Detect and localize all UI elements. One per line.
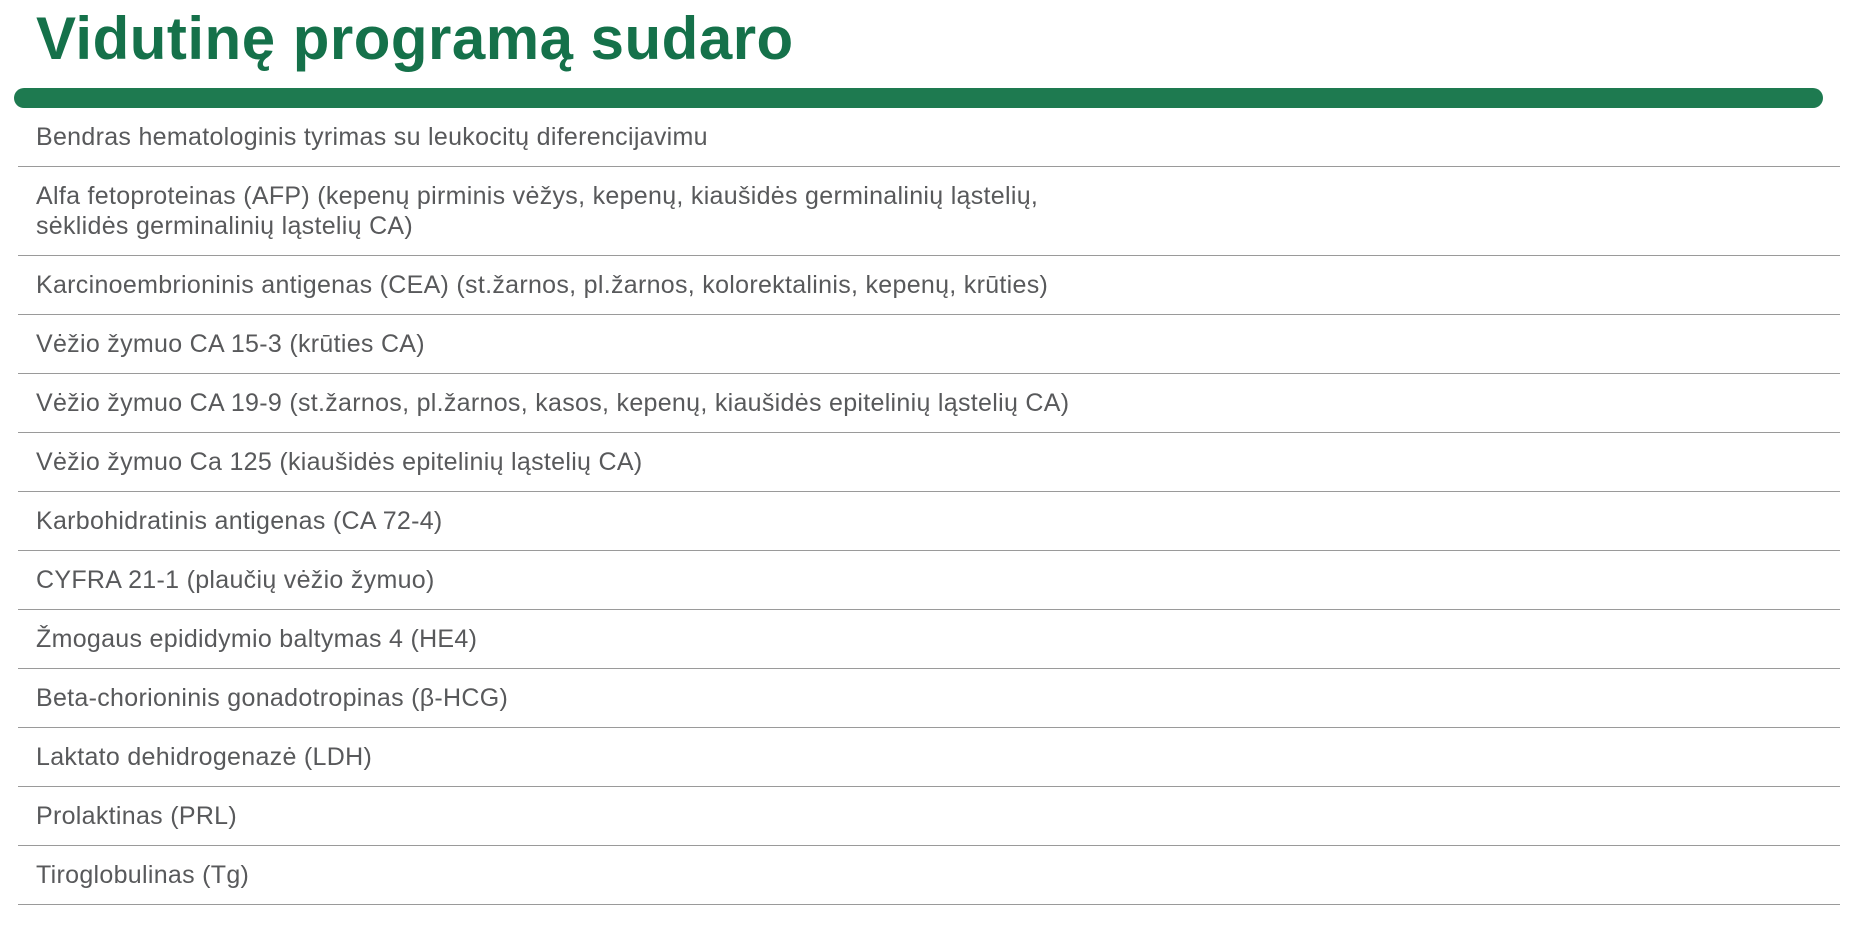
list-item-text: Karcinoembrioninis antigenas (CEA) (st.žarnos, pl.žarnos, kolorektalinis, kepenų, krūties): [36, 271, 1049, 299]
page-title: Vidutinę programą sudaro: [36, 5, 794, 72]
list-item: [18, 256, 1840, 315]
list-item: [18, 669, 1840, 728]
list-item-text: Karbohidratinis antigenas (CA 72-4): [36, 507, 443, 535]
list-item-text: Alfa fetoproteinas (AFP) (kepenų pirminis vėžys, kepenų, kiaušidės germinalinių ląstelių,: [36, 182, 1039, 210]
list-item: [18, 787, 1840, 846]
list-item-text: CYFRA 21-1 (plaučių vėžio žymuo): [36, 566, 435, 594]
list-item-text: Tiroglobulinas (Tg): [36, 861, 250, 889]
list-item-text: Vėžio žymuo CA 15-3 (krūties CA): [36, 330, 425, 358]
list-item-text: Prolaktinas (PRL): [36, 802, 237, 830]
list-item: [18, 610, 1840, 669]
list-item-text: sėklidės germinalinių ląstelių CA): [36, 212, 414, 240]
list-item: [18, 374, 1840, 433]
list-item: [18, 492, 1840, 551]
list-item: [18, 846, 1840, 905]
list-item-text: Laktato dehidrogenazė (LDH): [36, 743, 373, 771]
list-item-text: Žmogaus epididymio baltymas 4 (HE4): [36, 625, 478, 653]
list-item-text: Vėžio žymuo Ca 125 (kiaušidės epitelinių ląstelių CA): [36, 448, 643, 476]
list-item-text: Beta-chorioninis gonadotropinas (β-HCG): [36, 684, 509, 712]
list-item: [18, 167, 1840, 256]
program-list: [18, 108, 1840, 905]
list-item: [18, 315, 1840, 374]
list-item: [18, 728, 1840, 787]
list-item-text: Vėžio žymuo CA 19-9 (st.žarnos, pl.žarnos, kasos, kepenų, kiaušidės epitelinių ląstelių CA): [36, 389, 1070, 417]
accent-bar: [14, 88, 1823, 108]
list-item: [18, 108, 1840, 167]
list-item: [18, 433, 1840, 492]
page: [0, 6, 1856, 946]
list-item-text: Bendras hematologinis tyrimas su leukocitų diferencijavimu: [36, 123, 708, 151]
list-item: [18, 551, 1840, 610]
